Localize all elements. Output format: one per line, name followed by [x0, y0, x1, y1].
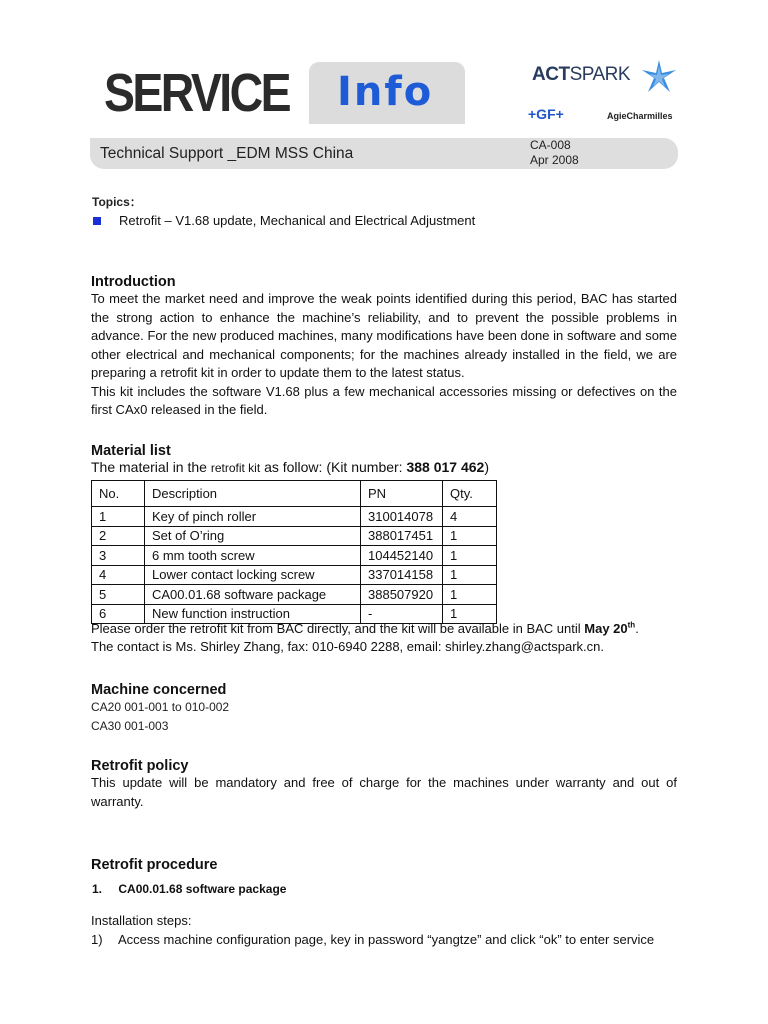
material-table — [91, 480, 497, 624]
list-item: CA20 001-001 to 010-002 — [91, 700, 230, 714]
table-row — [92, 565, 497, 585]
band-title: Technical Support _EDM MSS China — [100, 145, 354, 162]
table-cell: New function instruction — [145, 604, 361, 624]
introduction-heading: Introduction — [91, 274, 176, 290]
table-cell: 2 — [92, 526, 145, 546]
procedure-step: 1. CA00.01.68 software package — [92, 882, 287, 896]
topics-label: Topics： — [92, 195, 142, 209]
square-bullet-icon — [93, 217, 101, 225]
table-cell: Key of pinch roller — [145, 507, 361, 527]
material-intro: The material in the retrofit kit as follow: (Kit number: 388 017 462) — [91, 459, 489, 475]
order-deadline: May 20th — [584, 620, 636, 636]
table-row — [92, 546, 497, 566]
table-row — [92, 585, 497, 605]
kit-number: 388 017 462 — [406, 459, 485, 475]
contact-line: The contact is Ms. Shirley Zhang, fax: 010-6940 2288, email: shirley.zhang@actspark.cn. — [91, 639, 604, 654]
table-cell: 1 — [443, 526, 497, 546]
table-cell: 3 — [92, 546, 145, 566]
table-cell: 1 — [443, 546, 497, 566]
introduction-paragraph: To meet the market need and improve the weak points identified during this period, BAC has started the strong action to enhance the machine’s reliability, and to prevent the possible problems in advance. For the new produced machines, many modifications have been done in software and some other electrical and mechanical components; for the machines already installed in the field, we are preparing a retrofit kit in order to update them to the latest status. This kit includes the software V1.68 plus a few mechanical accessories missing or defectives on the first CAx0 released in the field. — [91, 291, 677, 417]
table-cell: 337014158 — [361, 565, 443, 585]
table-cell: 4 — [92, 565, 145, 585]
actspark-logo: ACTSPARK — [532, 64, 631, 85]
table-cell: 1 — [443, 604, 497, 624]
column-header: No. — [92, 481, 145, 507]
column-header: Qty. — [443, 481, 497, 507]
table-header-row — [92, 481, 497, 507]
column-header: PN — [361, 481, 443, 507]
policy-heading: Retrofit policy — [91, 758, 189, 774]
table-cell: 310014078 — [361, 507, 443, 527]
table-cell: 5 — [92, 585, 145, 605]
document-date: Apr 2008 — [530, 153, 579, 167]
table-cell: 6 — [92, 604, 145, 624]
agiecharmilles-logo: AgieCharmilles — [607, 111, 673, 121]
table-row — [92, 526, 497, 546]
star-logo-icon — [640, 58, 678, 96]
table-cell: Lower contact locking screw — [145, 565, 361, 585]
table-cell: 6 mm tooth screw — [145, 546, 361, 566]
order-note: Please order the retrofit kit from BAC directly, and the kit will be available in BAC until May 20th. — [91, 620, 639, 636]
document-number: CA-008 — [530, 138, 571, 152]
service-logo: SERVICE — [104, 63, 289, 123]
table-cell: 4 — [443, 507, 497, 527]
table-cell: - — [361, 604, 443, 624]
column-header: Description — [145, 481, 361, 507]
installation-step: 1) Access machine configuration page, key in password “yangtze” and click “ok” to enter service — [91, 932, 655, 947]
list-item: CA30 001-003 — [91, 719, 169, 733]
gf-logo: +GF+ — [528, 106, 564, 122]
table-cell: 1 — [92, 507, 145, 527]
document-code — [530, 138, 579, 168]
table-cell: 1 — [443, 565, 497, 585]
table-cell: 388507920 — [361, 585, 443, 605]
machine-list — [91, 698, 229, 736]
material-heading: Material list — [91, 443, 171, 459]
info-logo: Info — [337, 69, 434, 115]
policy-text: This update will be mandatory and free of charge for the machines under warranty and out of warranty. — [91, 775, 677, 809]
table-cell: 104452140 — [361, 546, 443, 566]
table-row — [92, 507, 497, 527]
table-cell: 388017451 — [361, 526, 443, 546]
table-cell: Set of O’ring — [145, 526, 361, 546]
procedure-heading: Retrofit procedure — [91, 857, 218, 873]
topic-item: Retrofit – V1.68 update, Mechanical and Electrical Adjustment — [119, 213, 476, 228]
table-cell: 1 — [443, 585, 497, 605]
installation-label: Installation steps: — [91, 913, 192, 928]
table-cell: CA00.01.68 software package — [145, 585, 361, 605]
machine-heading: Machine concerned — [91, 682, 227, 698]
